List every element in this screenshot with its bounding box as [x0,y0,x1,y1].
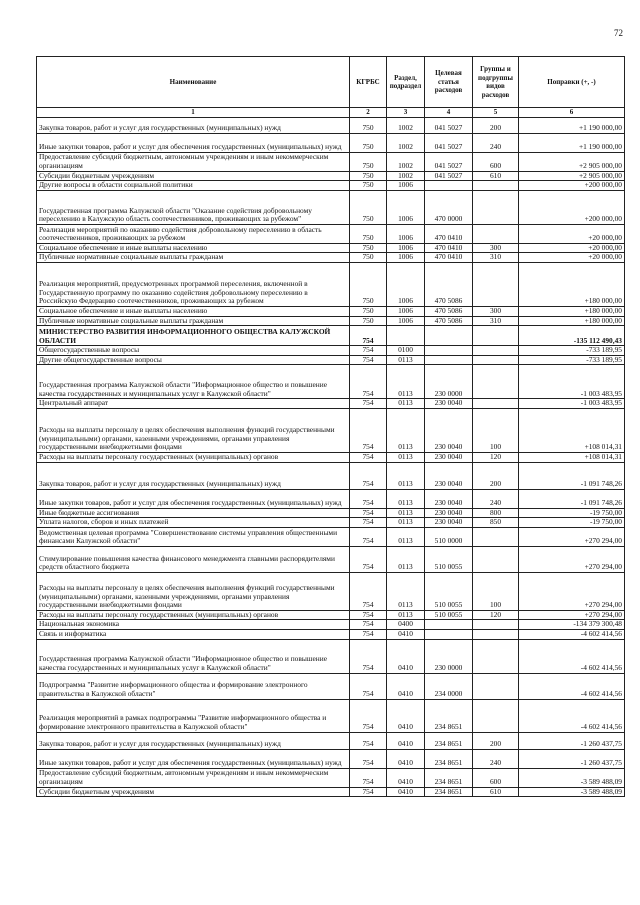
row-target-article: 230 0000 [425,365,473,399]
row-kgrbs: 750 [350,243,387,253]
row-expense-group [473,181,519,191]
row-expense-group: 120 [473,452,519,462]
row-name: Общегосударственные вопросы [37,346,350,356]
row-expense-group: 610 [473,787,519,797]
row-name: Закупка товаров, работ и услуг для государственных (муниципальных) нужд [37,462,350,489]
table-row [37,355,625,365]
column-number: 5 [473,108,519,118]
row-amendment: +270 294,00 [519,610,625,620]
row-kgrbs: 754 [350,489,387,508]
row-section: 1006 [387,262,425,306]
row-kgrbs: 754 [350,365,387,399]
row-expense-group: 300 [473,306,519,316]
row-name: Социальное обеспечение и иные выплаты населению [37,243,350,253]
row-section: 1006 [387,224,425,243]
table-row [37,133,625,152]
row-expense-group [473,399,519,409]
row-section: 1006 [387,253,425,263]
row-expense-group [473,527,519,546]
row-section: 1002 [387,152,425,171]
row-name: Связь и информатика [37,629,350,639]
row-amendment: +108 014,31 [519,452,625,462]
column-number: 2 [350,108,387,118]
row-target-article: 230 0040 [425,399,473,409]
row-name: Предоставление субсидий бюджетным, автономным учреждениям и иным некоммерческим организациям [37,768,350,787]
row-expense-group [473,699,519,732]
row-expense-group: 850 [473,518,519,528]
row-section: 0113 [387,489,425,508]
row-amendment: -4 602 414,56 [519,629,625,639]
row-section: 0113 [387,508,425,518]
row-amendment: +270 294,00 [519,546,625,572]
header-amendments: Поправки (+, -) [519,57,625,108]
row-section: 1006 [387,306,425,316]
row-amendment: -1 003 483,95 [519,365,625,399]
row-section: 0113 [387,546,425,572]
header-expense-group: Группы и подгруппы видов расходов [473,57,519,108]
row-kgrbs: 750 [350,117,387,133]
row-target-article: 470 5086 [425,262,473,306]
row-name: Иные бюджетные ассигнования [37,508,350,518]
row-kgrbs: 754 [350,749,387,768]
row-name: МИНИСТЕРСТВО РАЗВИТИЯ ИНФОРМАЦИОННОГО ОБЩЕСТВА КАЛУЖСКОЙ ОБЛАСТИ [37,326,350,346]
table-row [37,399,625,409]
row-section: 0410 [387,699,425,732]
row-section: 1002 [387,133,425,152]
header-target-article: Целевая статья расходов [425,57,473,108]
row-target-article: 041 5027 [425,171,473,181]
row-amendment: -4 602 414,56 [519,699,625,732]
row-name: Другие общегосударственные вопросы [37,355,350,365]
row-name: Другие вопросы в области социальной политики [37,181,350,191]
row-amendment: +2 905 000,00 [519,152,625,171]
row-section: 1002 [387,117,425,133]
row-target-article: 234 8651 [425,768,473,787]
row-amendment: -19 750,00 [519,518,625,528]
table-row [37,346,625,356]
row-kgrbs: 750 [350,133,387,152]
row-target-article: 510 0055 [425,572,473,610]
row-kgrbs: 750 [350,253,387,263]
row-kgrbs: 754 [350,768,387,787]
row-target-article: 230 0040 [425,408,473,452]
row-amendment: +270 294,00 [519,572,625,610]
table-row [37,639,625,673]
row-target-article [425,629,473,639]
row-kgrbs: 754 [350,346,387,356]
row-expense-group: 310 [473,316,519,326]
row-amendment: -3 589 488,09 [519,768,625,787]
row-expense-group: 600 [473,152,519,171]
row-section: 0113 [387,365,425,399]
row-expense-group: 200 [473,117,519,133]
row-name: Иные закупки товаров, работ и услуг для обеспечения государственных (муниципальных) нужд [37,749,350,768]
row-amendment: -1 260 437,75 [519,749,625,768]
page-number: 72 [614,28,623,38]
row-amendment: +20 000,00 [519,243,625,253]
row-amendment: -19 750,00 [519,508,625,518]
row-amendment: +180 000,00 [519,316,625,326]
row-name: Уплата налогов, сборов и иных платежей [37,518,350,528]
table-row [37,262,625,306]
row-kgrbs: 754 [350,408,387,452]
row-name: Публичные нормативные социальные выплаты гражданам [37,253,350,263]
row-expense-group: 600 [473,768,519,787]
row-amendment: +180 000,00 [519,262,625,306]
row-name: Расходы на выплаты персоналу государственных (муниципальных) органов [37,610,350,620]
row-name: Реализация мероприятий в рамках подпрограммы "Развитие информационного общества и формирование электронного правительства в Калужской области" [37,699,350,732]
row-section: 0410 [387,749,425,768]
row-amendment: +20 000,00 [519,253,625,263]
column-number-row [37,108,625,118]
row-name: Социальное обеспечение и иные выплаты населению [37,306,350,316]
row-section: 0113 [387,462,425,489]
row-kgrbs: 750 [350,306,387,316]
column-number: 6 [519,108,625,118]
row-name: Национальная экономика [37,620,350,630]
row-expense-group [473,355,519,365]
row-target-article: 234 0000 [425,673,473,699]
row-expense-group [473,365,519,399]
row-name: Реализация мероприятий, предусмотренных программой переселения, включенной в Государственную программу по оказанию содействия добровольному переселению в Российскую Федерацию соотечественников, проживающих за рубежом [37,262,350,306]
row-amendment: -1 091 748,26 [519,462,625,489]
row-target-article: 230 0040 [425,518,473,528]
row-amendment: +20 000,00 [519,224,625,243]
row-expense-group [473,639,519,673]
row-expense-group [473,190,519,224]
row-amendment: -4 602 414,56 [519,639,625,673]
row-kgrbs: 754 [350,326,387,346]
row-amendment: +1 190 000,00 [519,117,625,133]
row-kgrbs: 750 [350,316,387,326]
row-target-article: 230 0040 [425,489,473,508]
row-target-article: 470 5086 [425,316,473,326]
row-target-article: 234 8651 [425,699,473,732]
column-number: 1 [37,108,350,118]
row-amendment: -1 091 748,26 [519,489,625,508]
row-kgrbs: 754 [350,462,387,489]
row-expense-group: 610 [473,171,519,181]
row-expense-group [473,629,519,639]
row-name: Государственная программа Калужской области "Информационное общество и повышение качества государственных и муниципальных услуг в Калужской области" [37,365,350,399]
row-section: 0113 [387,408,425,452]
row-section: 0113 [387,355,425,365]
table-row [37,243,625,253]
row-name: Государственная программа Калужской области "Оказание содействия добровольному переселению в Калужскую область соотечественников, проживающих за рубежом" [37,190,350,224]
row-target-article: 510 0055 [425,610,473,620]
row-expense-group: 240 [473,489,519,508]
row-target-article: 510 0055 [425,546,473,572]
row-kgrbs: 754 [350,355,387,365]
row-expense-group: 240 [473,133,519,152]
row-expense-group: 100 [473,408,519,452]
row-target-article: 510 0000 [425,527,473,546]
row-target-article: 470 5086 [425,306,473,316]
row-section: 1006 [387,190,425,224]
row-target-article [425,346,473,356]
table-row [37,787,625,797]
table-row [37,527,625,546]
row-kgrbs: 754 [350,527,387,546]
row-section: 1006 [387,243,425,253]
row-kgrbs: 754 [350,787,387,797]
row-target-article: 230 0000 [425,639,473,673]
row-name: Иные закупки товаров, работ и услуг для обеспечения государственных (муниципальных) нужд [37,133,350,152]
row-amendment: -733 189,95 [519,355,625,365]
row-kgrbs: 750 [350,190,387,224]
row-expense-group [473,673,519,699]
table-row [37,768,625,787]
row-kgrbs: 754 [350,452,387,462]
row-name: Реализация мероприятий по оказанию содействия добровольному переселению в область соотечественников, проживающих за рубежом [37,224,350,243]
table-row [37,620,625,630]
table-row [37,749,625,768]
column-number: 4 [425,108,473,118]
header-row [37,57,625,108]
row-name: Центральный аппарат [37,399,350,409]
row-expense-group [473,262,519,306]
row-target-article: 041 5027 [425,152,473,171]
row-amendment: -1 003 483,95 [519,399,625,409]
row-section: 0410 [387,673,425,699]
table-row [37,117,625,133]
table-row [37,452,625,462]
row-target-article: 470 0410 [425,243,473,253]
row-target-article [425,355,473,365]
row-target-article: 470 0410 [425,253,473,263]
row-target-article [425,181,473,191]
row-amendment: +1 190 000,00 [519,133,625,152]
row-kgrbs: 754 [350,639,387,673]
table-row [37,326,625,346]
row-kgrbs: 754 [350,546,387,572]
row-target-article: 234 8651 [425,732,473,749]
row-expense-group: 800 [473,508,519,518]
row-amendment: +200 000,00 [519,190,625,224]
row-section: 0113 [387,452,425,462]
row-name: Расходы на выплаты персоналу государственных (муниципальных) органов [37,452,350,462]
row-target-article: 041 5027 [425,117,473,133]
row-amendment: -733 189,95 [519,346,625,356]
row-target-article: 234 8651 [425,749,473,768]
row-section: 0113 [387,399,425,409]
column-number: 3 [387,108,425,118]
row-kgrbs: 754 [350,399,387,409]
row-amendment: +200 000,00 [519,181,625,191]
row-expense-group: 100 [473,572,519,610]
table-row [37,610,625,620]
row-section: 0400 [387,620,425,630]
table-row [37,508,625,518]
table-row [37,190,625,224]
table-row [37,732,625,749]
row-kgrbs: 750 [350,224,387,243]
row-expense-group: 310 [473,253,519,263]
table-row [37,408,625,452]
table-row [37,253,625,263]
row-section: 0100 [387,346,425,356]
row-kgrbs: 754 [350,629,387,639]
row-target-article: 470 0410 [425,224,473,243]
row-expense-group: 200 [473,462,519,489]
row-name: Предоставление субсидий бюджетным, автономным учреждениям и иным некоммерческим организациям [37,152,350,171]
row-section: 0410 [387,768,425,787]
row-section [387,326,425,346]
row-kgrbs: 754 [350,572,387,610]
table-row [37,546,625,572]
row-amendment: +108 014,31 [519,408,625,452]
row-section: 0410 [387,629,425,639]
table-row [37,181,625,191]
row-amendment: -135 112 490,43 [519,326,625,346]
header-kgrbs: КГРБС [350,57,387,108]
row-amendment: +2 905 000,00 [519,171,625,181]
row-kgrbs: 754 [350,620,387,630]
row-name: Стимулирование повышения качества финансового менеджмента главными распорядителями средств областного бюджета [37,546,350,572]
row-name: Закупка товаров, работ и услуг для государственных (муниципальных) нужд [37,732,350,749]
row-kgrbs: 750 [350,262,387,306]
table-row [37,152,625,171]
row-kgrbs: 754 [350,508,387,518]
row-name: Субсидии бюджетным учреждениям [37,787,350,797]
table-row [37,699,625,732]
row-expense-group [473,620,519,630]
row-expense-group [473,326,519,346]
row-kgrbs: 754 [350,518,387,528]
budget-table [36,56,625,797]
table-row [37,316,625,326]
row-name: Ведомственная целевая программа "Совершенствование системы управления общественными финансами Калужской области" [37,527,350,546]
row-kgrbs: 754 [350,673,387,699]
row-section: 1006 [387,316,425,326]
row-section: 1002 [387,171,425,181]
row-section: 0410 [387,732,425,749]
row-kgrbs: 750 [350,171,387,181]
table-row [37,629,625,639]
row-kgrbs: 754 [350,610,387,620]
row-name: Подпрограмма "Развитие информационного общества и формирование электронного правительства в Калужской области" [37,673,350,699]
row-amendment: -134 379 300,48 [519,620,625,630]
header-section: Раздел, подраздел [387,57,425,108]
row-section: 0113 [387,518,425,528]
row-amendment: +270 294,00 [519,527,625,546]
row-target-article [425,620,473,630]
row-expense-group: 240 [473,749,519,768]
row-expense-group: 300 [473,243,519,253]
row-target-article [425,326,473,346]
row-kgrbs: 754 [350,732,387,749]
row-target-article: 230 0040 [425,462,473,489]
table-row [37,306,625,316]
row-section: 0113 [387,572,425,610]
table-row [37,518,625,528]
row-expense-group [473,224,519,243]
row-target-article: 470 0000 [425,190,473,224]
row-target-article: 230 0040 [425,452,473,462]
row-target-article: 230 0040 [425,508,473,518]
row-name: Иные закупки товаров, работ и услуг для обеспечения государственных (муниципальных) нужд [37,489,350,508]
row-name: Расходы на выплаты персоналу в целях обеспечения выполнения функций государственными (муниципальными) органами, казенными учреждениями, органами управления государственными внебюджетными фондами [37,408,350,452]
table-row [37,489,625,508]
row-kgrbs: 754 [350,699,387,732]
row-expense-group [473,346,519,356]
table-row [37,572,625,610]
row-name: Расходы на выплаты персоналу в целях обеспечения выполнения функций государственными (муниципальными) органами, казенными учреждениями, органами управления государственными внебюджетными фондами [37,572,350,610]
row-section: 0113 [387,610,425,620]
row-section: 0410 [387,787,425,797]
row-name: Закупка товаров, работ и услуг для государственных (муниципальных) нужд [37,117,350,133]
table-row [37,171,625,181]
header-name: Наименование [37,57,350,108]
row-target-article: 234 8651 [425,787,473,797]
row-expense-group: 200 [473,732,519,749]
row-name: Субсидии бюджетным учреждениям [37,171,350,181]
row-target-article: 041 5027 [425,133,473,152]
row-name: Государственная программа Калужской области "Информационное общество и повышение качества государственных и муниципальных услуг в Калужской области" [37,639,350,673]
row-amendment: -1 260 437,75 [519,732,625,749]
row-expense-group: 120 [473,610,519,620]
row-expense-group [473,546,519,572]
row-amendment: -4 602 414,56 [519,673,625,699]
table-row [37,224,625,243]
row-section: 0410 [387,639,425,673]
row-amendment: +180 000,00 [519,306,625,316]
row-amendment: -3 589 488,09 [519,787,625,797]
row-section: 0113 [387,527,425,546]
row-name: Публичные нормативные социальные выплаты гражданам [37,316,350,326]
table-row [37,673,625,699]
table-row [37,462,625,489]
row-section: 1006 [387,181,425,191]
table-row [37,365,625,399]
row-kgrbs: 750 [350,181,387,191]
row-kgrbs: 750 [350,152,387,171]
